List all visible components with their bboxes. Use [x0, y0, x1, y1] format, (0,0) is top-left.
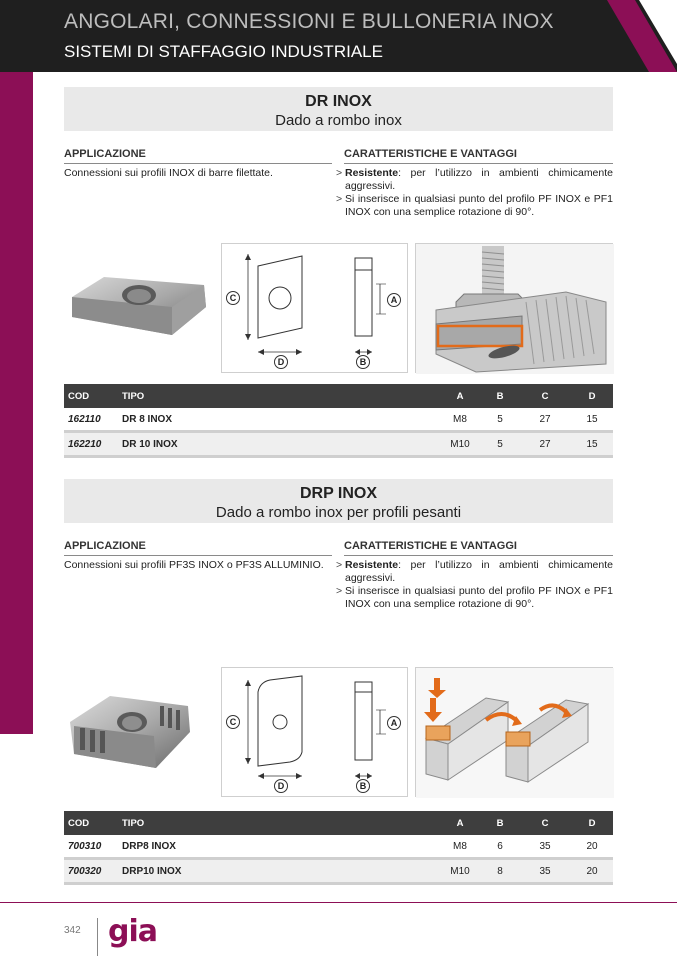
cell-c: 35: [539, 840, 551, 852]
footer-divider: [0, 902, 677, 903]
drp-application-illustration: [415, 667, 613, 797]
col-cod: COD: [68, 817, 90, 829]
feature-item: > Si inserisce in qualsiasi punto del profilo PF INOX e PF1 INOX con una semplice rotazione di 90°.: [337, 585, 613, 611]
col-tipo: TIPO: [122, 817, 145, 829]
cell-d: 15: [586, 438, 598, 450]
footer-separator: [97, 918, 98, 956]
col-c: C: [541, 390, 549, 402]
cell-b: 8: [497, 865, 503, 877]
dr-dimension-drawing: [221, 243, 408, 373]
col-a: A: [456, 817, 464, 829]
cell-cod: 162210: [68, 438, 102, 450]
dim-label-b: B: [356, 779, 370, 793]
cell-tipo: DRP8 INOX: [122, 840, 176, 852]
cell-cod: 700310: [68, 840, 102, 852]
dr-nut-photo: [64, 255, 214, 350]
cell-b: 5: [497, 438, 503, 450]
table-row: [64, 408, 613, 433]
feature-item: [337, 559, 613, 585]
caratteristiche-list: [337, 559, 613, 611]
cell-tipo: DR 10 INOX: [122, 438, 178, 450]
feature-bold: Resistente: [345, 559, 399, 571]
cell-tipo: DR 8 INOX: [122, 413, 173, 425]
col-a: A: [456, 390, 464, 402]
cell-b: 6: [497, 840, 503, 852]
feature-text: : per l’utilizzo in ambienti chimicamente aggressivi.: [345, 167, 613, 192]
cell-cod: 700320: [68, 865, 102, 877]
cell-d: 20: [586, 865, 598, 877]
col-d: D: [588, 390, 596, 402]
col-c: C: [541, 817, 549, 829]
dim-label-c: C: [226, 715, 240, 729]
header-subtitle: SISTEMI DI STAFFAGGIO INDUSTRIALE: [64, 42, 383, 61]
applicazione-heading: APPLICAZIONE: [64, 540, 332, 556]
page-header: [0, 0, 677, 72]
drp-dimension-drawing: [221, 667, 408, 797]
cell-c: 27: [539, 438, 551, 450]
table-header: [64, 811, 613, 835]
cell-a: M10: [450, 438, 470, 450]
feature-bold: Resistente: [345, 167, 399, 179]
cell-c: 27: [539, 413, 551, 425]
header-title: ANGOLARI, CONNESSIONI E BULLONERIA INOX: [64, 10, 554, 33]
feature-item: > Si inserisce in qualsiasi punto del profilo PF INOX e PF1 INOX con una semplice rotazione di 90°.: [337, 193, 613, 219]
col-cod: COD: [68, 390, 90, 402]
cell-a: M8: [453, 413, 467, 425]
cell-d: 20: [586, 840, 598, 852]
feature-item: [337, 167, 613, 193]
dim-label-b: B: [356, 355, 370, 369]
table-row: [64, 860, 613, 885]
sidebar-accent: [0, 72, 33, 734]
table-row: [64, 835, 613, 860]
product-code: DRP INOX: [299, 485, 378, 502]
caratteristiche-list: [337, 167, 613, 219]
dim-label-d: D: [274, 779, 288, 793]
product-title-box: [64, 87, 613, 131]
gia-logo: gia: [108, 914, 158, 949]
product-title-box: [64, 479, 613, 523]
drp-product-table: [64, 811, 613, 885]
dr-application-illustration: [415, 243, 613, 373]
applicazione-text: Connessioni sui profili INOX di barre filettate.: [64, 167, 273, 179]
dim-label-c: C: [226, 291, 240, 305]
product-code: DR INOX: [305, 93, 372, 110]
cell-b: 5: [497, 413, 503, 425]
cell-d: 15: [586, 413, 598, 425]
cell-a: M8: [453, 840, 467, 852]
dim-label-a: A: [387, 716, 401, 730]
dim-label-a: A: [387, 293, 401, 307]
cell-c: 35: [539, 865, 551, 877]
applicazione-heading: APPLICAZIONE: [64, 148, 332, 164]
cell-tipo: DRP10 INOX: [122, 865, 182, 877]
header-corner-decoration: [587, 0, 677, 72]
dim-label-d: D: [274, 355, 288, 369]
col-tipo: TIPO: [122, 390, 145, 402]
feature-text: : per l’utilizzo in ambienti chimicamente aggressivi.: [345, 559, 613, 584]
cell-cod: 162110: [68, 413, 101, 425]
table-row: [64, 433, 613, 458]
table-header: [64, 384, 613, 408]
cell-a: M10: [450, 865, 470, 877]
caratteristiche-heading: CARATTERISTICHE E VANTAGGI: [344, 540, 613, 556]
dr-product-table: [64, 384, 613, 458]
page-number: 342: [64, 925, 81, 936]
product-description: Dado a rombo inox: [275, 112, 402, 129]
applicazione-text: Connessioni sui profili PF3S INOX o PF3S ALLUMINIO.: [64, 559, 324, 571]
col-d: D: [588, 817, 596, 829]
col-b: B: [496, 390, 504, 402]
col-b: B: [496, 817, 504, 829]
product-description: Dado a rombo inox per profili pesanti: [215, 504, 462, 521]
drp-nut-photo: [64, 682, 214, 782]
caratteristiche-heading: CARATTERISTICHE E VANTAGGI: [344, 148, 613, 164]
